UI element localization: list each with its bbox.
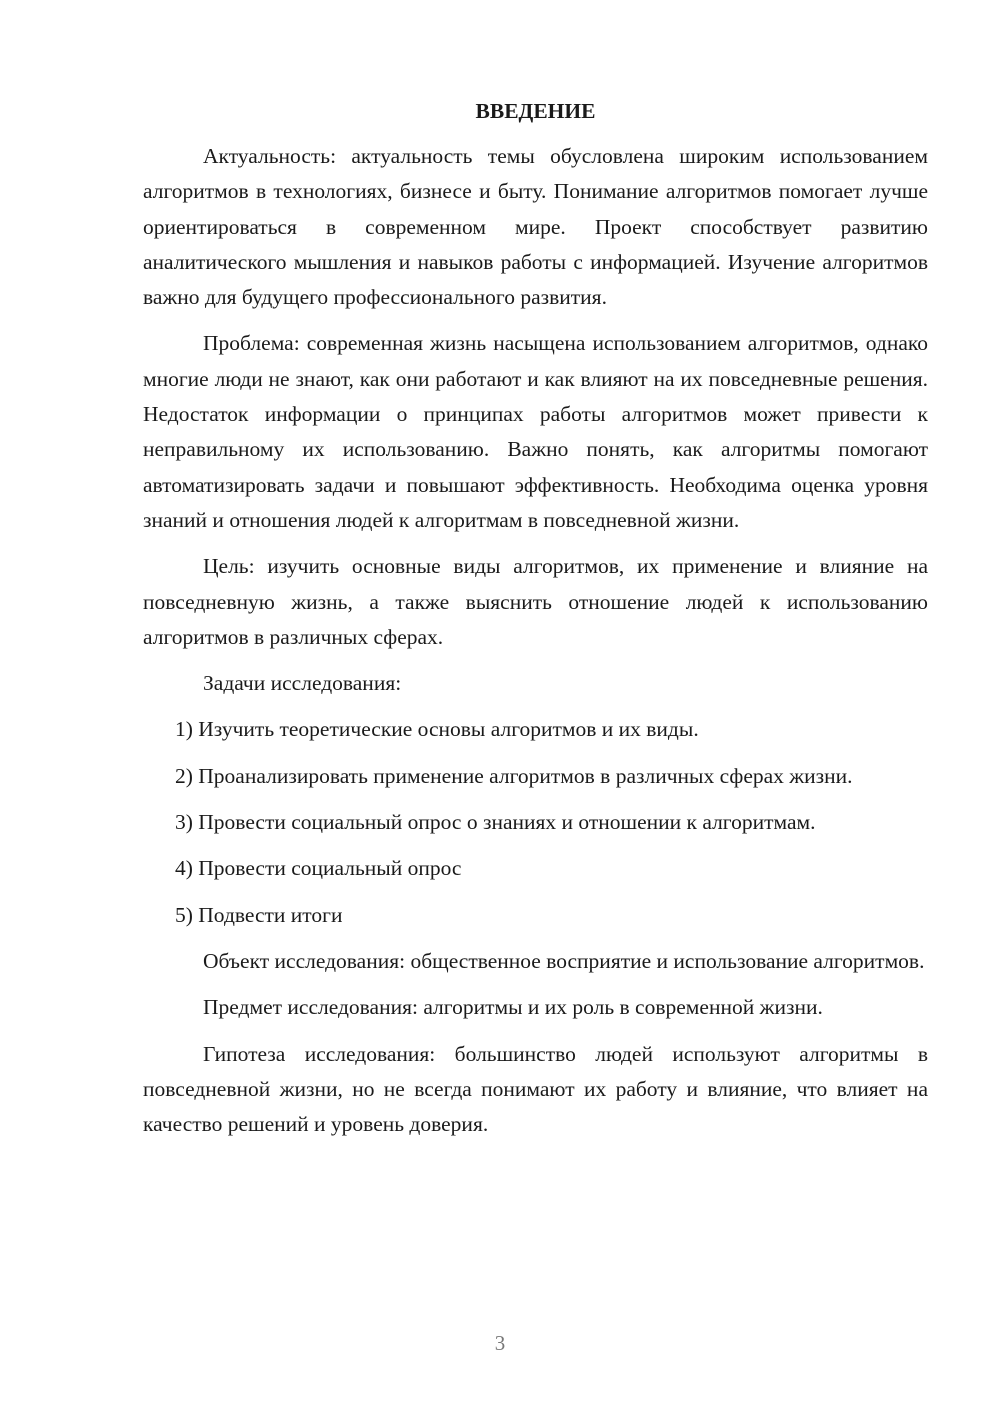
task-item: 1) Изучить теоретические основы алгоритмов и их виды. [175,717,699,742]
hypothesis-paragraph: Гипотеза исследования: большинство людей используют алгоритмы в повседневной жизни, но не всегда понимают их работу и влияние, что влияет на качество решений и уровень доверия. [143,1041,928,1137]
research-object-paragraph: Объект исследования: общественное восприятие и использование алгоритмов. [203,948,925,973]
task-item: 4) Провести социальный опрос [175,856,462,881]
task-item: 2) Проанализировать применение алгоритмов в различных сферах жизни. [175,763,853,788]
problem-paragraph: Проблема: современная жизнь насыщена использованием алгоритмов, однако многие люди не знают, как они работают и как влияют на их повседневные решения. Недостаток информации о принципах работы алгоритмов может привести к неправильному их использованию. Важно понять, как алгоритмы помогают автоматизировать задачи и повышают эффективность. Необходима оценка уровня знаний и отношения людей к алгоритмам в повседневной жизни. [143,331,928,532]
section-title: ВВЕДЕНИЕ [475,99,596,123]
goal-paragraph: Цель: изучить основные виды алгоритмов, их применение и влияние на повседневную жизнь, а также выяснить отношение людей к использованию алгоритмов в различных сферах. [143,554,928,649]
task-item: 5) Подвести итоги [175,902,343,927]
research-subject-paragraph: Предмет исследования: алгоритмы и их роль в современной жизни. [203,995,823,1020]
task-item: 3) Провести социальный опрос о знаниях и отношении к алгоритмам. [175,810,816,835]
page-number: 3 [494,1331,506,1355]
relevance-paragraph: Актуальность: актуальность темы обусловлена широким использованием алгоритмов в технологиях, бизнесе и быту. Понимание алгоритмов помогает лучше ориентироваться в современном мире. Проект способствует развитию аналитического мышления и навыков работы с информацией. Изучение алгоритмов важно для будущего профессионального развития. [143,144,928,310]
tasks-heading: Задачи исследования: [203,671,402,696]
page-content [143,94,928,1153]
